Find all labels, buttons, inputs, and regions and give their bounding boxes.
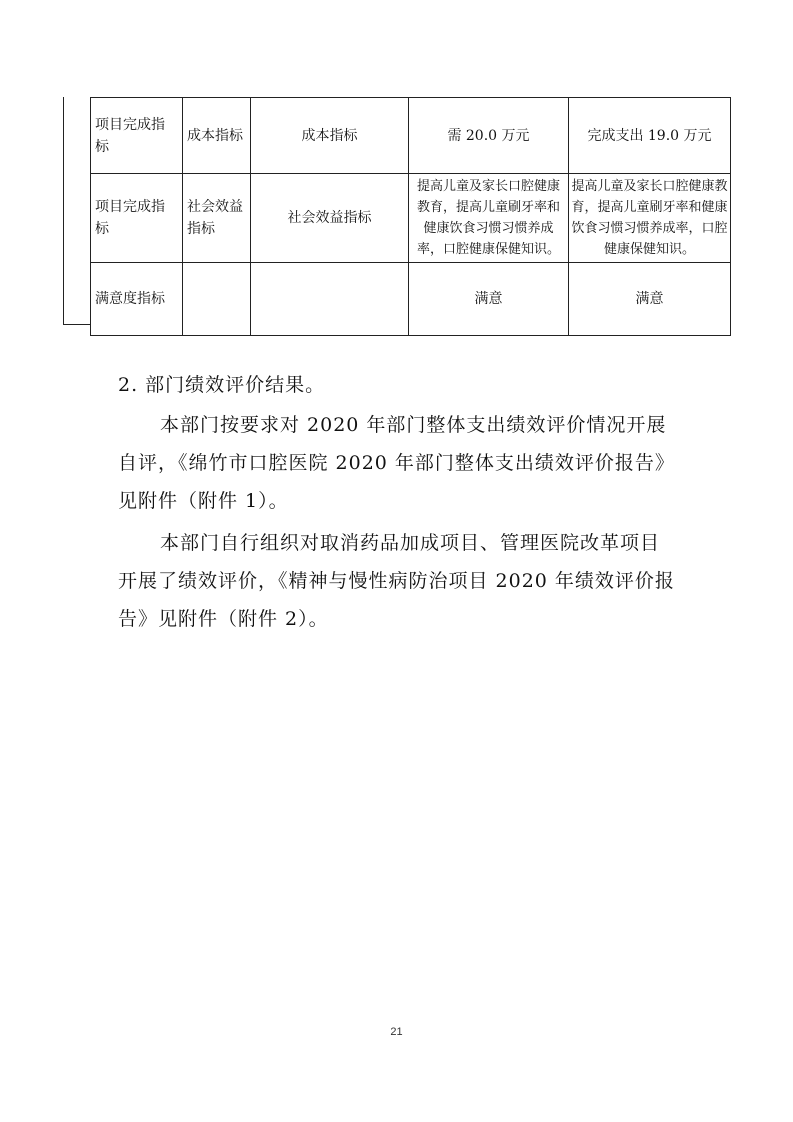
indicator-level3-cell [251, 263, 409, 336]
actual-value-cell: 提高儿童及家长口腔健康教育，提高儿童刷牙率和健康饮食习惯习惯养成率，口腔健康保健知识。 [569, 174, 731, 263]
indicator-level2-cell [183, 263, 251, 336]
indicator-level1-cell: 满意度指标 [91, 263, 183, 336]
section-heading: 2. 部门绩效评价结果。 [118, 374, 326, 396]
indicator-level2-cell: 社会效益指标 [183, 174, 251, 263]
performance-indicator-table [90, 97, 731, 336]
table-row [91, 98, 731, 174]
target-value-cell: 需 20.0 万元 [409, 98, 569, 174]
indicator-level1-cell: 项目完成指标 [91, 98, 183, 174]
paragraph-self-evaluation [118, 406, 678, 520]
page-number: 21 [390, 1026, 403, 1038]
table-row [91, 263, 731, 336]
actual-value-cell: 完成支出 19.0 万元 [569, 98, 731, 174]
indicator-level3-cell: 社会效益指标 [251, 174, 409, 263]
paragraph-project-evaluation [118, 524, 678, 638]
performance-table-container [63, 97, 730, 325]
target-value-cell: 满意 [409, 263, 569, 336]
indicator-level1-cell: 项目完成指标 [91, 174, 183, 263]
actual-value-cell: 满意 [569, 263, 731, 336]
table-left-margin-column [63, 97, 91, 325]
table-row [91, 174, 731, 263]
paragraph-text: 本部门自行组织对取消药品加成项目、管理医院改革项目开展了绩效评价，《精神与慢性病防治项目 2020 年绩效评价报告》见附件（附件 2）。 [118, 532, 675, 630]
target-value-cell: 提高儿童及家长口腔健康教育，提高儿童刷牙率和健康饮食习惯习惯养成率，口腔健康保健知识。 [409, 174, 569, 263]
indicator-level2-cell: 成本指标 [183, 98, 251, 174]
paragraph-text: 本部门按要求对 2020 年部门整体支出绩效评价情况开展自评，《绵竹市口腔医院 2020 年部门整体支出绩效评价报告》见附件（附件 1）。 [118, 414, 675, 512]
indicator-level3-cell: 成本指标 [251, 98, 409, 174]
